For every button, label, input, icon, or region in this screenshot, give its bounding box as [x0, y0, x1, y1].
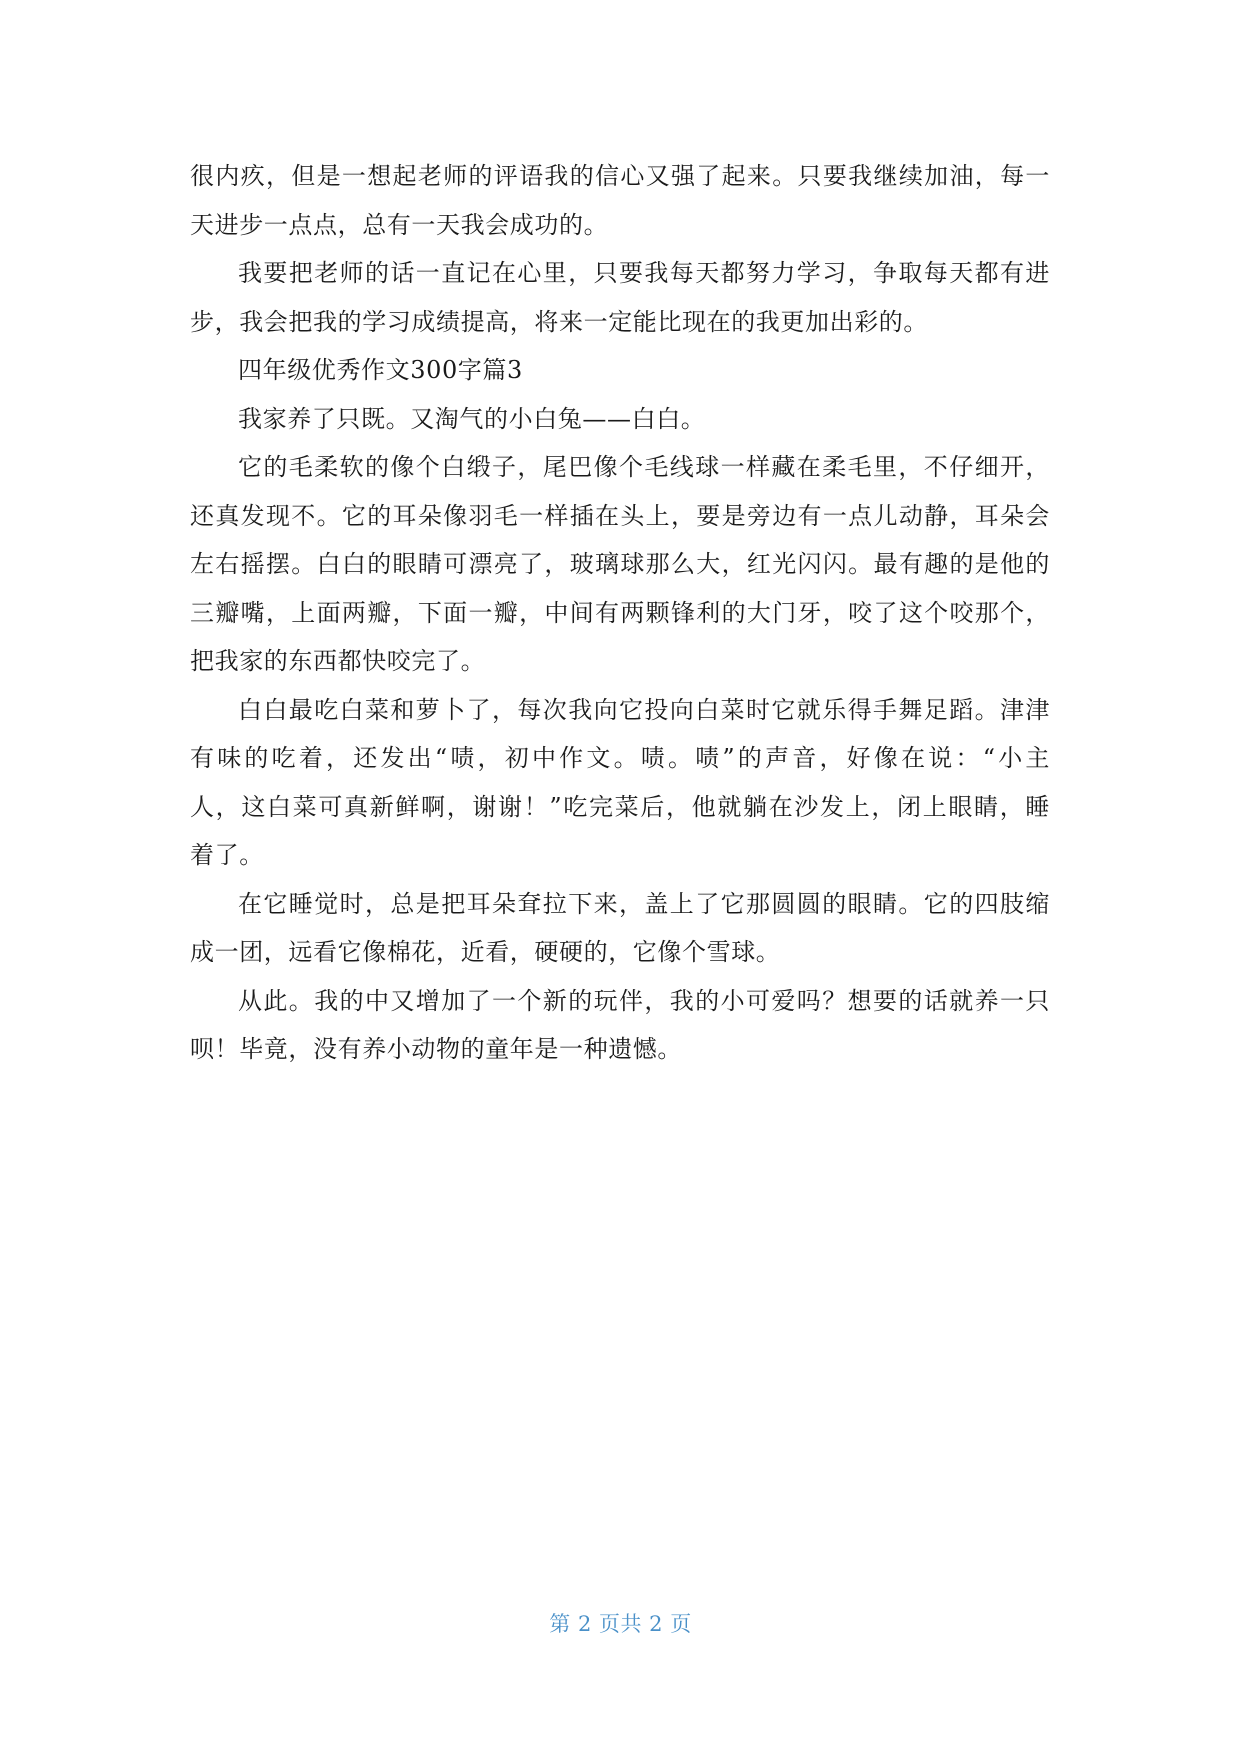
paragraph	[190, 443, 1050, 686]
paragraph-line: 呗！毕竟，没有养小动物的童年是一种遗憾。	[190, 1035, 682, 1063]
paragraph-line: 很内疚，但是一想起老师的评语我的信心又强了起来。只要我继续加油，每一	[190, 162, 1050, 190]
paragraph-line: 左右摇摆。白白的眼睛可漂亮了，玻璃球那么大，红光闪闪。最有趣的是他的	[190, 550, 1050, 578]
paragraph	[190, 346, 1050, 395]
paragraph-line: 把我家的东西都快咬完了。	[190, 647, 486, 675]
paragraph	[190, 152, 1050, 249]
paragraph	[190, 880, 1050, 977]
paragraph-line: 在它睡觉时，总是把耳朵耷拉下来，盖上了它那圆圆的眼睛。它的四肢缩	[238, 889, 1050, 918]
paragraph-line: 我家养了只既。又淘气的小白兔——白白。	[238, 404, 706, 433]
paragraph	[190, 977, 1050, 1074]
paragraph-line: 成一团，远看它像棉花，近看，硬硬的，它像个雪球。	[190, 938, 781, 966]
paragraph	[190, 395, 1050, 444]
paragraph-line: 着了。	[190, 841, 264, 869]
paragraph-line: 它的毛柔软的像个白缎子，尾巴像个毛线球一样藏在柔毛里，不仔细开，	[238, 453, 1050, 481]
paragraph-line: 四年级优秀作文300字篇3	[238, 356, 523, 384]
paragraph-line: 步，我会把我的学习成绩提高，将来一定能比现在的我更加出彩的。	[190, 307, 928, 336]
paragraph	[190, 686, 1050, 880]
paragraph-line: 有味的吃着，还发出“啧，初中作文。啧。啧”的声音，好像在说：“小主	[190, 744, 1050, 772]
paragraph	[190, 249, 1050, 346]
paragraph-line: 白白最吃白菜和萝卜了，每次我向它投向白菜时它就乐得手舞足蹈。津津	[238, 695, 1050, 724]
page-number-footer: 第 2 页共 2 页	[549, 1612, 692, 1636]
document-body	[190, 152, 1050, 1074]
paragraph-line: 从此。我的中又增加了一个新的玩伴，我的小可爱吗？想要的话就养一只	[238, 986, 1050, 1015]
paragraph-line: 三瓣嘴，上面两瓣，下面一瓣，中间有两颗锋利的大门牙，咬了这个咬那个，	[190, 598, 1050, 627]
paragraph-line: 人，这白菜可真新鲜啊，谢谢！”吃完菜后，他就躺在沙发上，闭上眼睛，睡	[190, 792, 1050, 821]
paragraph-line: 我要把老师的话一直记在心里，只要我每天都努力学习，争取每天都有进	[238, 259, 1050, 287]
paragraph-line: 天进步一点点，总有一天我会成功的。	[190, 210, 609, 239]
paragraph-line: 还真发现不。它的耳朵像羽毛一样插在头上，要是旁边有一点儿动静，耳朵会	[190, 501, 1050, 530]
